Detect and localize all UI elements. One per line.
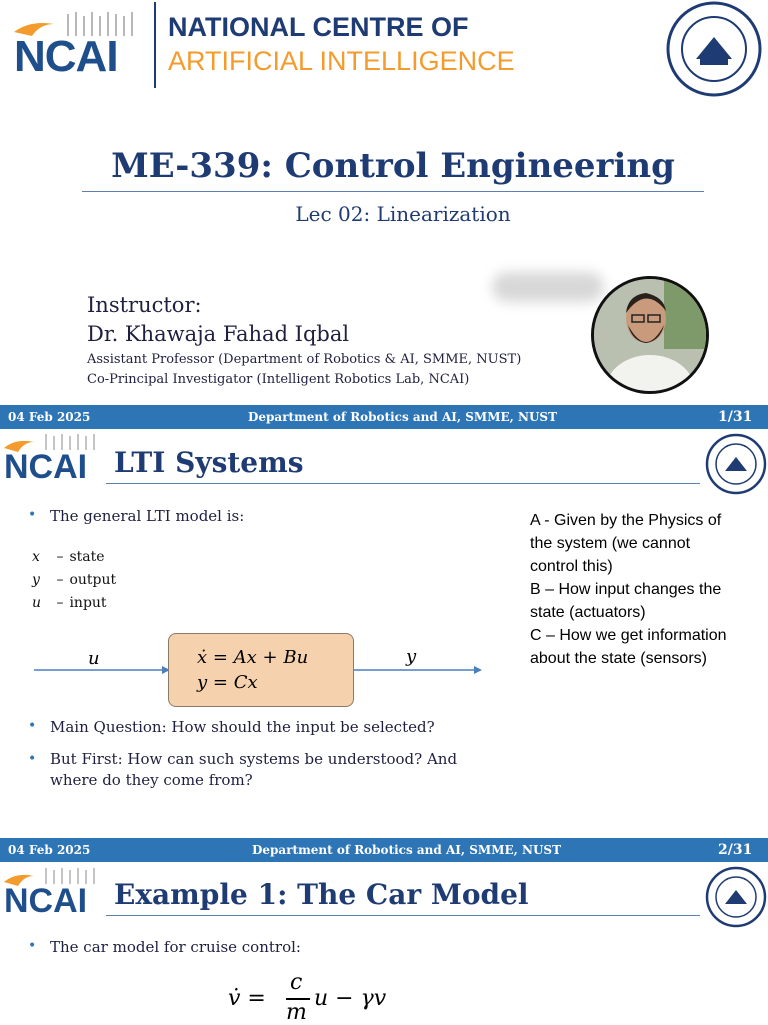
footer-date: 04 Feb 2025 <box>8 410 91 424</box>
matrix-explanation-note: A - Given by the Physics of the system (we cannot control this) B – How input changes the state (actuators) C – How we get information about the state (sensors) <box>530 512 727 667</box>
bullet-dot-icon: • <box>28 718 37 734</box>
blur-smudge <box>492 272 604 302</box>
instructor-photo <box>591 276 709 394</box>
instructor-role-2: Co-Principal Investigator (Intelligent Robotics Lab, NCAI) <box>87 372 470 387</box>
nust-seal-logo <box>705 866 767 932</box>
ncai-logo-text: NCAI <box>4 882 88 920</box>
footer-department: Department of Robotics and AI, SMME, NUST <box>248 410 558 424</box>
instructor-name: Dr. Khawaja Fahad Iqbal <box>87 322 350 346</box>
bullet-item: • The car model for cruise control: <box>28 938 301 956</box>
bullet-dot-icon: • <box>28 751 37 767</box>
bullet-item: • Main Question: How should the input be selected? <box>28 718 435 736</box>
org-name-line1: NATIONAL CENTRE OF <box>168 12 469 42</box>
footer-date: 04 Feb 2025 <box>8 843 91 857</box>
slide-footer-2 <box>0 838 768 862</box>
course-title: ME-339: Control Engineering <box>111 146 675 186</box>
state-equation: ẋ = Ax + Bu <box>197 647 309 668</box>
ncai-small-logo <box>2 866 98 920</box>
slide-footer-1 <box>0 405 768 429</box>
logo-divider <box>154 2 156 88</box>
variable-row: x – state <box>32 549 105 565</box>
slide-title-underline <box>106 915 700 916</box>
footer-page-number: 1/31 <box>718 409 753 425</box>
equation-lhs: v̇ = <box>228 986 266 1011</box>
ncai-logo <box>10 10 140 80</box>
lti-block-diagram <box>34 630 484 706</box>
org-name-line2: ARTIFICIAL INTELLIGENCE <box>168 46 515 76</box>
bullet-item: • The general LTI model is: <box>28 507 245 525</box>
nust-seal-logo <box>666 1 762 101</box>
variable-row: u – input <box>32 595 107 611</box>
output-equation: y = Cx <box>197 672 258 693</box>
instructor-role-1: Assistant Professor (Department of Robotics & AI, SMME, NUST) <box>87 352 522 367</box>
fraction-numerator: c <box>290 970 303 995</box>
variable-list <box>32 546 116 615</box>
slide-title: LTI Systems <box>114 446 304 479</box>
bullet-dot-icon: • <box>28 507 37 523</box>
variable-row: y – output <box>32 572 117 588</box>
bullet-dot-icon: • <box>28 938 37 954</box>
title-underline <box>82 191 704 192</box>
instructor-label: Instructor: <box>87 293 202 317</box>
fraction-denominator: m <box>286 1000 307 1025</box>
footer-department: Department of Robotics and AI, SMME, NUST <box>252 843 562 857</box>
ncai-logo-text: NCAI <box>4 448 88 486</box>
ncai-logo-text: NCAI <box>14 32 118 81</box>
nust-seal-logo <box>705 433 767 499</box>
slide-title: Example 1: The Car Model <box>114 878 529 911</box>
system-block <box>168 633 354 707</box>
lecture-subtitle: Lec 02: Linearization <box>295 202 511 226</box>
equation-rest: u − γv <box>314 986 387 1011</box>
input-signal-label: u <box>88 648 100 669</box>
slide-title-underline <box>106 483 700 484</box>
output-signal-label: y <box>406 646 417 667</box>
bullet-item: • But First: How can such systems be understood? And where do they come from? <box>28 750 458 789</box>
ncai-small-logo <box>2 432 98 486</box>
footer-page-number: 2/31 <box>718 842 753 858</box>
